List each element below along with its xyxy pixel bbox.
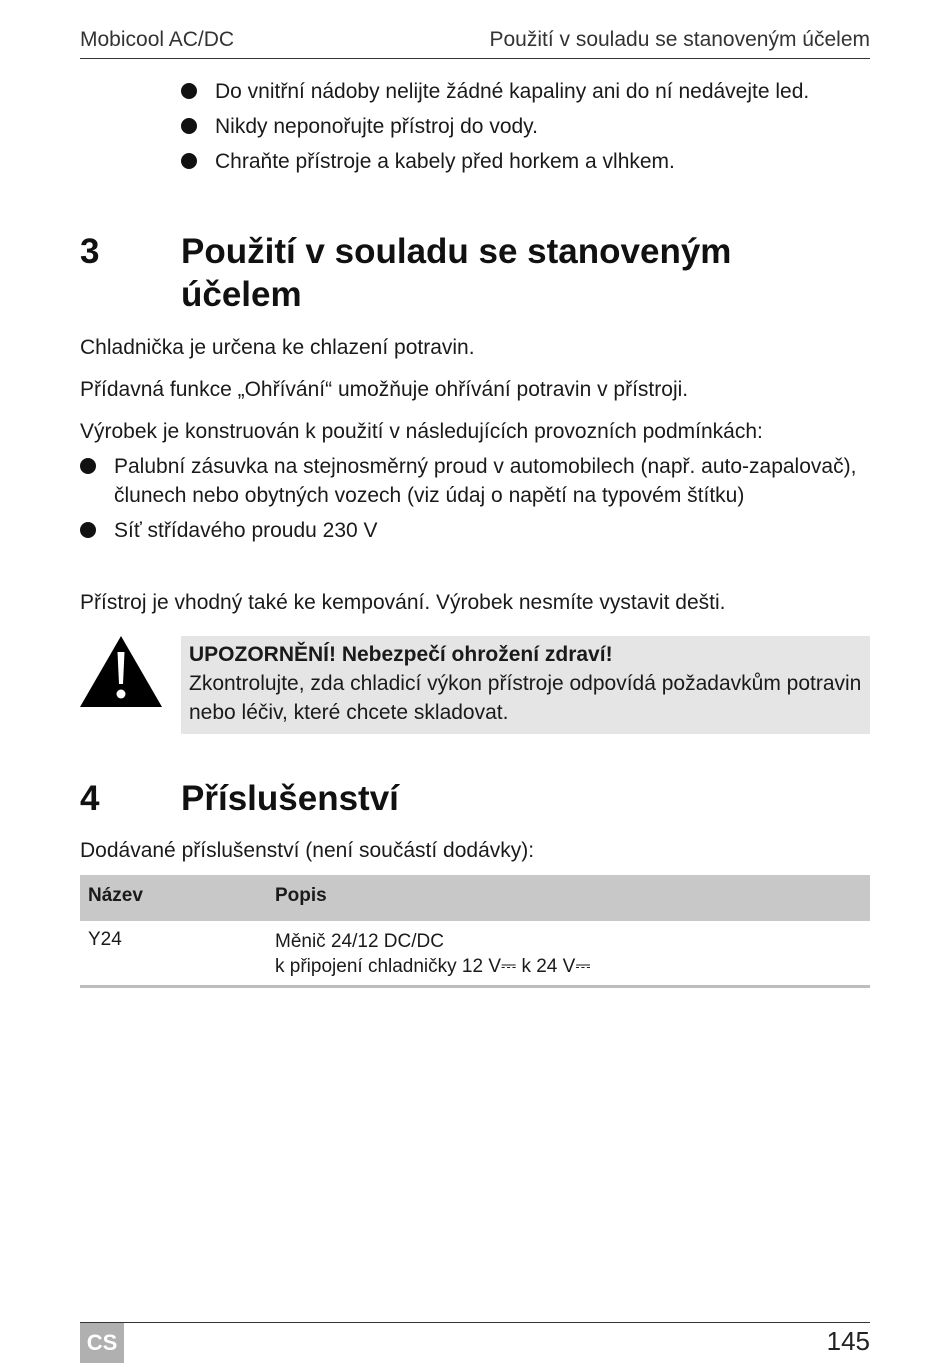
list-item-text: Nikdy neponořujte přístroj do vody. — [215, 115, 538, 138]
safety-bullet-list — [181, 77, 881, 182]
list-item-text: Do vnitřní nádoby nelijte žádné kapaliny ani do ní nedávejte led. — [215, 80, 810, 103]
language-badge: CS — [80, 1323, 124, 1363]
section-title: Použití v souladu se stanoveným účelem — [181, 232, 732, 314]
list-item-text: Chraňte přístroje a kabely před horkem a vlhkem. — [215, 150, 675, 173]
page-header — [80, 28, 870, 59]
footer-divider — [80, 1322, 870, 1323]
bullet-icon — [181, 83, 197, 99]
warning-box — [181, 636, 870, 734]
list-item — [181, 147, 881, 176]
paragraph: Dodávané příslušenství (není součástí dodávky): — [80, 839, 535, 862]
bullet-icon — [80, 458, 96, 474]
page-number: 145 — [826, 1326, 870, 1356]
cell-description — [275, 929, 590, 979]
section-number: 3 — [80, 232, 100, 271]
operating-conditions-list — [80, 452, 870, 551]
table-row — [80, 921, 870, 988]
section-3-heading — [80, 230, 870, 316]
accessories-table — [80, 875, 870, 988]
bullet-icon — [181, 118, 197, 134]
list-item — [80, 452, 870, 510]
section-number: 4 — [80, 779, 100, 818]
list-item-text: Palubní zásuvka na stejnosměrný proud v automobilech (např. auto-zapalovač), člunech nebo obytných vozech (viz údaj o napětí na typovém štítku) — [114, 455, 857, 507]
header-product-name: Mobicool AC/DC — [80, 28, 235, 51]
paragraph: Chladnička je určena ke chlazení potravin. — [80, 336, 475, 359]
paragraph: Výrobek je konstruován k použití v následujících provozních podmínkách: — [80, 420, 763, 443]
list-item — [181, 77, 881, 106]
description-line: k připojení chladničky 12 V⎓ k 24 V⎓ — [275, 956, 591, 977]
column-header-name: Název — [88, 885, 143, 906]
warning-triangle-icon — [80, 636, 162, 708]
section-4-heading — [80, 777, 870, 820]
list-item — [80, 516, 870, 545]
bullet-icon — [181, 153, 197, 169]
warning-text: Zkontrolujte, zda chladicí výkon přístroje odpovídá požadavkům potravin nebo léčiv, které chcete skladovat. — [189, 672, 862, 724]
warning-title: UPOZORNĚNÍ! Nebezpečí ohrožení zdraví! — [189, 643, 613, 666]
description-line: Měnič 24/12 DC/DC — [275, 931, 444, 952]
bullet-icon — [80, 522, 96, 538]
list-item — [181, 112, 881, 141]
list-item-text: Síť střídavého proudu 230 V — [114, 519, 378, 542]
paragraph: Přídavná funkce „Ohřívání“ umožňuje ohřívání potravin v přístroji. — [80, 378, 689, 401]
cell-name: Y24 — [88, 929, 122, 950]
paragraph: Přístroj je vhodný také ke kempování. Výrobek nesmíte vystavit dešti. — [80, 591, 726, 614]
header-section-title: Použití v souladu se stanoveným účelem — [489, 28, 870, 51]
table-header — [80, 875, 870, 921]
section-title: Příslušenství — [181, 779, 399, 818]
column-header-description: Popis — [275, 885, 327, 906]
